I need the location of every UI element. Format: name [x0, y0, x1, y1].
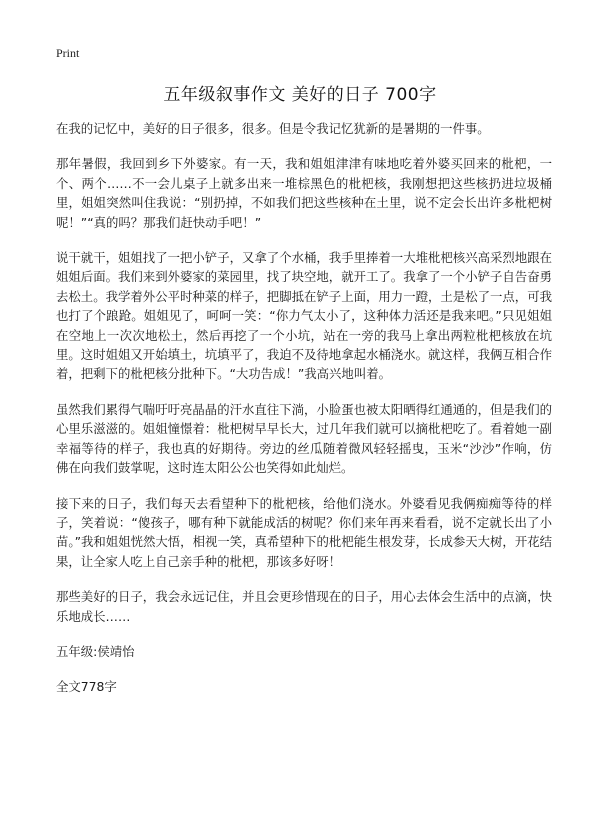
paragraph-4: 虽然我们累得气喘吁吁亮晶晶的汗水直往下淌，小脸蛋也被太阳晒得红通通的，但是我们的心里乐滋滋的。姐姐憧憬着：枇杷树早早长大，过几年我们就可以摘枇杷吃了。看着她一副幸福等待的样子，我也真的好期待。旁边的丝瓜随着微风轻轻摇曳，玉米“沙沙”作响，仿佛在向我们鼓掌呢，这时连太阳公公也笑得如此灿烂。	[56, 401, 552, 476]
paragraph-5: 接下来的日子，我们每天去看望种下的枇杷核，给他们浇水。外婆看见我俩痴痴等待的样子，笑着说：“傻孩子，哪有种下就能成活的树呢？你们来年再来看看，说不定就长出了小苗。”我和姐姐恍然大悟，相视一笑，真希望种下的枇杷能生根发芽，长成参天大树，开花结果，让全家人吃上自己亲手种的枇杷，那该多好呀！	[56, 495, 552, 569]
author-signature: 五年级:侯靖怡	[56, 643, 135, 659]
article-body	[56, 119, 552, 696]
paragraph-6: 那些美好的日子，我会永远记住，并且会更珍惜现在的日子，用心去体会生活中的点滴，快乐地成长……	[56, 589, 552, 624]
word-count: 全文778字	[56, 678, 117, 694]
paragraph-2: 那年暑假，我回到乡下外婆家。有一天，我和姐姐津津有味地吃着外婆买回来的枇杷，一个、两个……不一会儿桌子上就多出来一堆棕黑色的枇杷核，我刚想把这些核扔进垃圾桶里，姐姐突然叫住我说：“别扔掉，不如我们把这些核种在土里，说不定会长出许多枇杷树呢！”“真的吗？那我们赶快动手吧！”	[56, 156, 552, 230]
print-link[interactable]: Print	[56, 46, 80, 60]
page-title: 五年级叙事作文 美好的日子 700字	[163, 85, 437, 105]
paragraph-1: 在我的记忆中，美好的日子很多，很多。但是令我记忆犹新的是暑期的一件事。	[56, 121, 490, 136]
paragraph-3: 说干就干，姐姐找了一把小铲子，又拿了个水桶，我手里捧着一大堆枇杷核兴高采烈地跟在姐姐后面。我们来到外婆家的菜园里，找了块空地，就开工了。我拿了一个小铲子自告奋勇去松土。我学着外公平时种菜的样子，把脚抵在铲子上面，用力一蹬，土是松了一点，可我也打了个踉跄。姐姐见了，呵呵一笑：“你力气太小了，这种体力活还是我来吧。”只见姐姐在空地上一次次地松土，然后再挖了一个小坑，站在一旁的我马上拿出两粒枇杷核放在坑里。这时姐姐又开始填土，坑填平了，我迫不及待地拿起水桶浇水。就这样，我俩互相合作着，把剩下的枇杷核分批种下。“大功告成！”我高兴地叫着。	[56, 250, 552, 382]
